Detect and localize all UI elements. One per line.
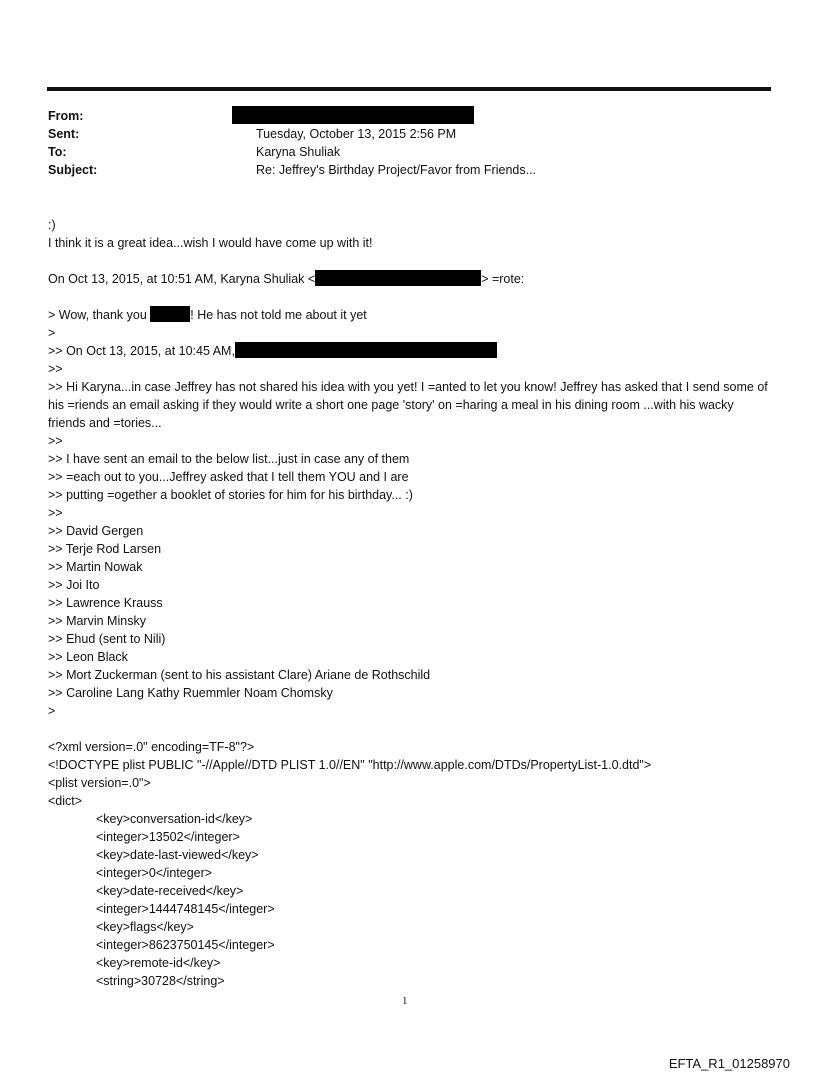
redacted-name xyxy=(150,306,190,322)
quote-intro-text: On Oct 13, 2015, at 10:51 AM, Karyna Shuliak < xyxy=(48,272,316,286)
xml-line: <?xml version=.0" encoding=TF-8"?> xyxy=(48,740,255,754)
sent-list-line: >> putting =ogether a booklet of stories for him for his birthday... :) xyxy=(48,488,413,502)
name-item: >> Joi Ito xyxy=(48,578,100,592)
xml-line: <string>30728</string> xyxy=(96,974,225,988)
from-label: From: xyxy=(48,109,84,123)
xml-line: <integer>0</integer> xyxy=(96,866,213,880)
sent-value: Tuesday, October 13, 2015 2:56 PM xyxy=(256,127,457,141)
email-body xyxy=(48,216,768,990)
name-item: >> Terje Rod Larsen xyxy=(48,542,162,556)
xml-line: <dict> xyxy=(48,794,83,808)
subject-value: Re: Jeffrey's Birthday Project/Favor from Friends... xyxy=(256,163,537,177)
quote-marker: >> xyxy=(48,434,63,448)
name-item: >> Marvin Minsky xyxy=(48,614,146,628)
xml-line: <plist version=.0"> xyxy=(48,776,151,790)
to-label: To: xyxy=(48,145,67,159)
name-item: >> Martin Nowak xyxy=(48,560,143,574)
wow-tail: ! He has not told me about it yet xyxy=(190,308,367,322)
quote-marker: >> xyxy=(48,362,63,376)
xml-line: <integer>1444748145</integer> xyxy=(96,902,275,916)
xml-line: <integer>8623750145</integer> xyxy=(96,938,275,952)
name-item: >> David Gergen xyxy=(48,524,144,538)
hi-paragraph: >> Hi Karyna...in case Jeffrey has not shared his idea with you yet! I =anted to let you know! Jeffrey has asked that I send some of his =riends an email asking if they would write a short one page 'story' on =haring a meal in his dining room ...with his wacky friends and =tories... xyxy=(48,380,768,430)
redacted-from xyxy=(232,106,474,124)
smiley-line: :) xyxy=(48,218,56,232)
quote-intro-tail: > =rote: xyxy=(481,272,525,286)
name-item: >> Lawrence Krauss xyxy=(48,596,163,610)
header-rule xyxy=(47,87,771,91)
document-id: EFTA_R1_01258970 xyxy=(668,1056,790,1071)
subject-label: Subject: xyxy=(48,163,98,177)
sent-list-line: >> I have sent an email to the below list...just in case any of them xyxy=(48,452,410,466)
xml-line: <integer>13502</integer> xyxy=(96,830,240,844)
idea-line: I think it is a great idea...wish I would have come up with it! xyxy=(48,236,373,250)
xml-line: <key>conversation-id</key> xyxy=(96,812,253,826)
on-oct-text: >> On Oct 13, 2015, at 10:45 AM, xyxy=(48,344,235,358)
quote-marker: > xyxy=(48,326,56,340)
xml-line: <key>date-last-viewed</key> xyxy=(96,848,259,862)
page-number: 1 xyxy=(402,995,408,1007)
redacted-email xyxy=(315,270,481,286)
xml-line: <key>date-received</key> xyxy=(96,884,244,898)
xml-line: <!DOCTYPE plist PUBLIC "-//Apple//DTD PLIST 1.0//EN" "http://www.apple.com/DTDs/PropertyList-1.0.dtd"> xyxy=(48,758,652,772)
sent-list-line: >> =each out to you...Jeffrey asked that I tell them YOU and I are xyxy=(48,470,409,484)
on-oct-line xyxy=(48,342,768,360)
to-value: Karyna Shuliak xyxy=(256,145,341,159)
quote-marker: > xyxy=(48,704,56,718)
wow-line xyxy=(48,306,768,324)
name-item: >> Caroline Lang Kathy Ruemmler Noam Chomsky xyxy=(48,686,333,700)
name-item: >> Leon Black xyxy=(48,650,128,664)
redacted-sender xyxy=(235,342,497,358)
quote-intro-line xyxy=(48,270,768,288)
quote-marker: >> xyxy=(48,506,63,520)
sent-label: Sent: xyxy=(48,127,80,141)
name-item: >> Mort Zuckerman (sent to his assistant Clare) Ariane de Rothschild xyxy=(48,668,431,682)
xml-line: <key>remote-id</key> xyxy=(96,956,221,970)
wow-text: > Wow, thank you xyxy=(48,308,151,322)
xml-line: <key>flags</key> xyxy=(96,920,194,934)
name-item: >> Ehud (sent to Nili) xyxy=(48,632,166,646)
